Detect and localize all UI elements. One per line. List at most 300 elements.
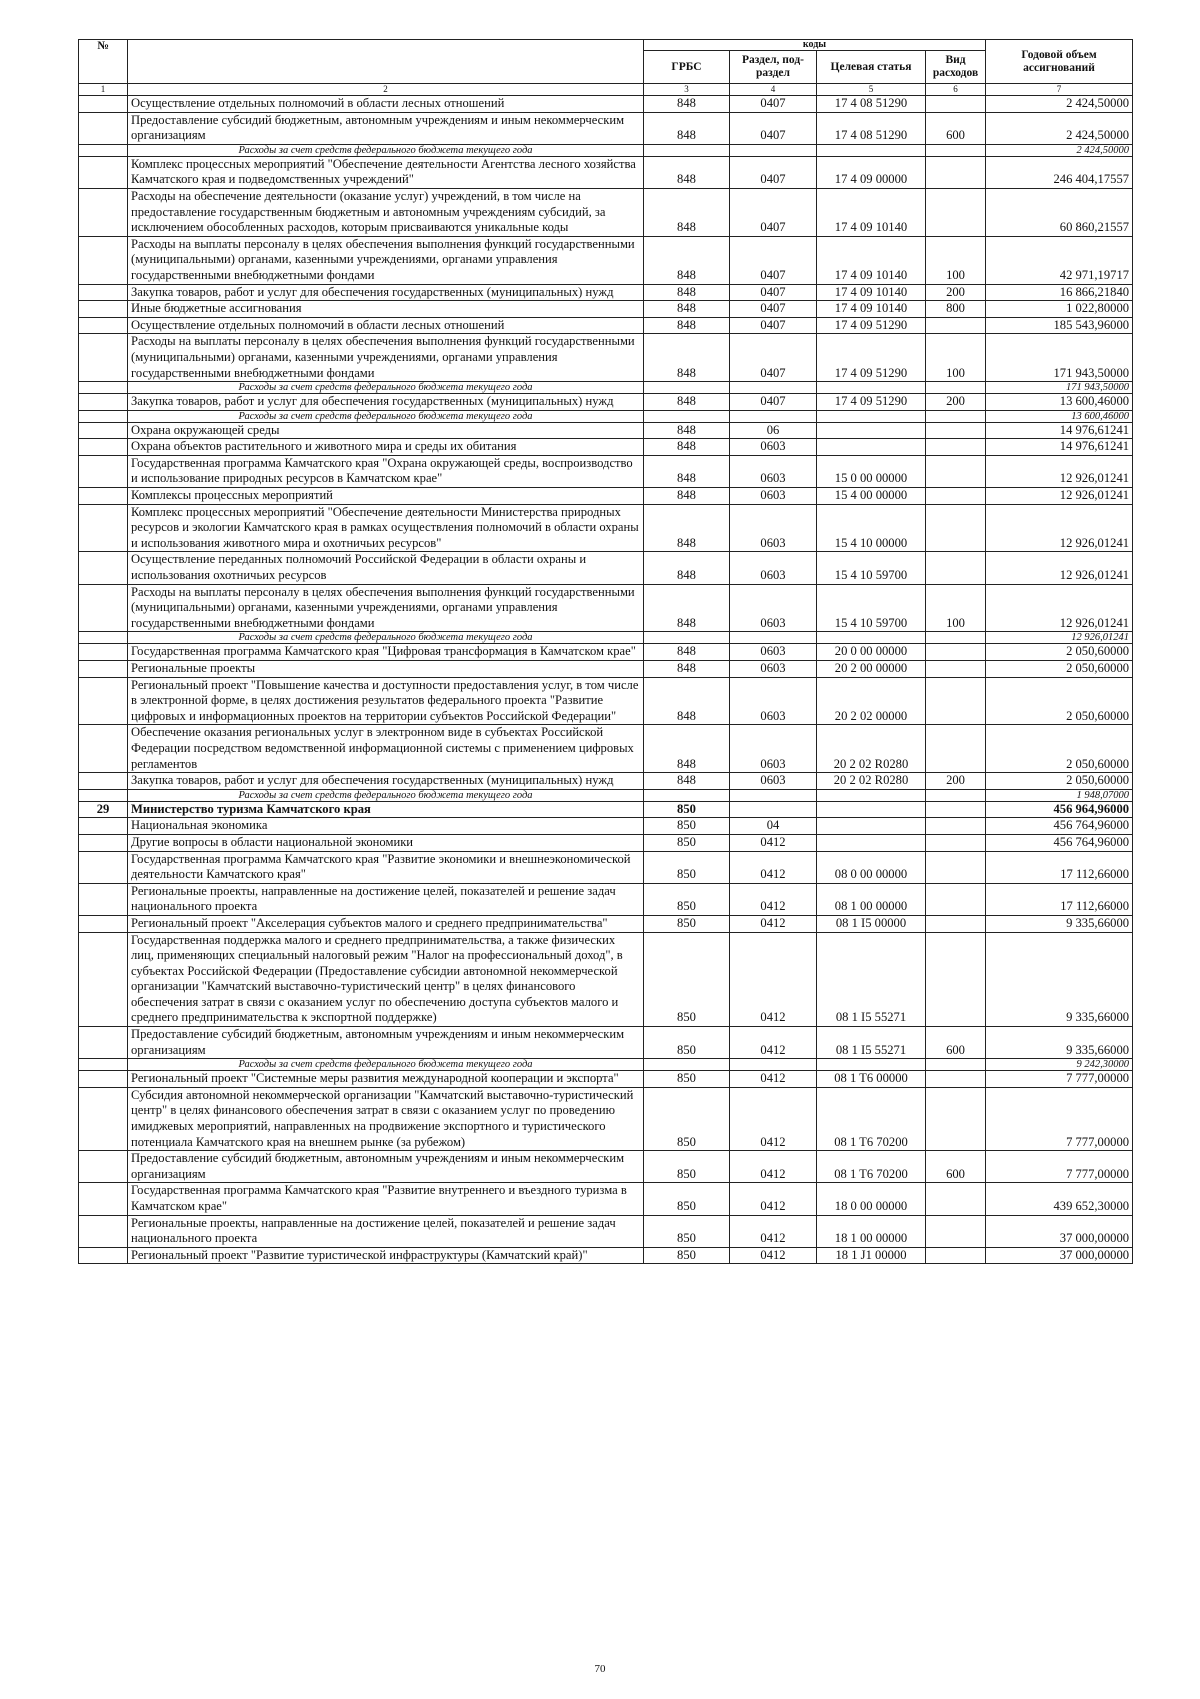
row-grbs: 850 [644, 883, 730, 915]
federal-amount: 171 943,50000 [986, 382, 1133, 394]
row-num [79, 156, 128, 188]
table-header [79, 40, 1133, 96]
row-amount: 9 335,66000 [986, 1027, 1133, 1059]
row-target: 20 2 00 00000 [817, 661, 926, 678]
empty-cell [644, 1059, 730, 1071]
row-target: 20 0 00 00000 [817, 644, 926, 661]
table-row [79, 1183, 1133, 1215]
empty-cell [730, 789, 817, 801]
row-target: 18 0 00 00000 [817, 1183, 926, 1215]
empty-cell [817, 410, 926, 422]
row-num [79, 1059, 128, 1071]
row-kind [926, 1071, 986, 1088]
row-name: Расходы на выплаты персоналу в целях обеспечения выполнения функций государственными (муниципальными) органами, казенными учреждениями, органами управления государственными внебюджетными фондами [128, 236, 644, 284]
table-row [79, 488, 1133, 505]
row-grbs: 848 [644, 725, 730, 773]
row-grbs: 850 [644, 818, 730, 835]
row-target: 08 1 00 00000 [817, 883, 926, 915]
row-num [79, 789, 128, 801]
row-section: 0412 [730, 1151, 817, 1183]
row-amount: 439 652,30000 [986, 1183, 1133, 1215]
row-kind: 800 [926, 301, 986, 318]
row-kind [926, 504, 986, 552]
row-section: 0603 [730, 725, 817, 773]
empty-cell [644, 382, 730, 394]
row-kind [926, 156, 986, 188]
row-kind [926, 439, 986, 456]
row-amount: 12 926,01241 [986, 504, 1133, 552]
row-num [79, 1247, 128, 1264]
table-row [79, 439, 1133, 456]
table-row [79, 317, 1133, 334]
row-target: 15 0 00 00000 [817, 455, 926, 487]
table-row [79, 834, 1133, 851]
row-num [79, 773, 128, 790]
empty-cell [817, 632, 926, 644]
row-num [79, 1087, 128, 1150]
row-grbs: 848 [644, 773, 730, 790]
row-kind: 200 [926, 284, 986, 301]
row-kind: 600 [926, 1027, 986, 1059]
colnum-6: 6 [926, 84, 986, 96]
row-kind [926, 552, 986, 584]
row-target: 08 1 I5 55271 [817, 1027, 926, 1059]
row-section: 0603 [730, 773, 817, 790]
row-kind [926, 801, 986, 818]
table-body [79, 96, 1133, 1264]
table-row [79, 301, 1133, 318]
header-amount: Годовой объем ассигнований [986, 40, 1133, 84]
federal-amount: 9 242,30000 [986, 1059, 1133, 1071]
row-kind: 200 [926, 394, 986, 411]
row-target [817, 801, 926, 818]
row-amount: 2 424,50000 [986, 96, 1133, 113]
row-amount: 16 866,21840 [986, 284, 1133, 301]
empty-cell [926, 1059, 986, 1071]
row-section: 0603 [730, 455, 817, 487]
row-amount: 7 777,00000 [986, 1151, 1133, 1183]
table-row [79, 1087, 1133, 1150]
table-row [79, 188, 1133, 236]
row-name: Обеспечение оказания региональных услуг в электронном виде в субъектах Российской Федерации посредством ведомственной информационной системы с применением цифровых регламентов [128, 725, 644, 773]
row-name: Расходы на обеспечение деятельности (оказание услуг) учреждений, в том числе на предоставление государственным бюджетным и автономным учреждениям субсидий, за исключением обособленных расходов, которым присваиваются уникальные коды [128, 188, 644, 236]
row-name: Охрана окружающей среды [128, 422, 644, 439]
row-num [79, 112, 128, 144]
row-kind [926, 818, 986, 835]
row-target: 17 4 09 10140 [817, 188, 926, 236]
table-row [79, 334, 1133, 382]
header-grbs: ГРБС [644, 51, 730, 84]
row-section: 0603 [730, 488, 817, 505]
federal-amount: 13 600,46000 [986, 410, 1133, 422]
row-name: Национальная экономика [128, 818, 644, 835]
row-section: 0412 [730, 883, 817, 915]
row-amount: 456 764,96000 [986, 834, 1133, 851]
table-row [79, 1027, 1133, 1059]
row-section: 0407 [730, 301, 817, 318]
budget-table-sheet [78, 39, 1132, 1264]
row-grbs: 848 [644, 439, 730, 456]
row-num [79, 584, 128, 632]
row-grbs: 848 [644, 236, 730, 284]
row-grbs: 848 [644, 334, 730, 382]
row-name: Министерство туризма Камчатского края [128, 801, 644, 818]
row-num [79, 851, 128, 883]
row-target: 17 4 08 51290 [817, 96, 926, 113]
header-codes: коды [644, 40, 986, 51]
empty-cell [817, 1059, 926, 1071]
row-name: Закупка товаров, работ и услуг для обеспечения государственных (муниципальных) нужд [128, 284, 644, 301]
row-num [79, 504, 128, 552]
row-num [79, 1183, 128, 1215]
row-amount: 14 976,61241 [986, 439, 1133, 456]
row-kind [926, 677, 986, 725]
row-num [79, 661, 128, 678]
empty-cell [644, 789, 730, 801]
table-row [79, 284, 1133, 301]
row-kind [926, 455, 986, 487]
table-row [79, 1247, 1133, 1264]
table-row [79, 236, 1133, 284]
row-section [730, 801, 817, 818]
row-amount: 37 000,00000 [986, 1247, 1133, 1264]
row-num [79, 552, 128, 584]
row-name: Осуществление отдельных полномочий в области лесных отношений [128, 96, 644, 113]
federal-budget-label: Расходы за счет средств федерального бюджета текущего года [128, 144, 644, 156]
row-amount: 14 976,61241 [986, 422, 1133, 439]
empty-cell [817, 789, 926, 801]
row-grbs: 850 [644, 932, 730, 1027]
row-section: 0412 [730, 851, 817, 883]
row-kind [926, 851, 986, 883]
budget-table [78, 39, 1133, 1264]
row-section: 0407 [730, 112, 817, 144]
row-name: Региональный проект "Системные меры развития международной кооперации и экспорта" [128, 1071, 644, 1088]
row-target: 15 4 00 00000 [817, 488, 926, 505]
header-name [128, 40, 644, 84]
empty-cell [730, 382, 817, 394]
empty-cell [926, 382, 986, 394]
federal-budget-row [79, 632, 1133, 644]
table-row [79, 394, 1133, 411]
row-amount: 42 971,19717 [986, 236, 1133, 284]
row-amount: 456 764,96000 [986, 818, 1133, 835]
row-num [79, 488, 128, 505]
row-grbs: 848 [644, 488, 730, 505]
colnum-1: 1 [79, 84, 128, 96]
row-num [79, 317, 128, 334]
row-grbs: 850 [644, 834, 730, 851]
table-row [79, 818, 1133, 835]
row-num [79, 677, 128, 725]
column-numbers-row [79, 84, 1133, 96]
row-amount: 17 112,66000 [986, 883, 1133, 915]
table-row [79, 644, 1133, 661]
row-num [79, 144, 128, 156]
row-section: 0412 [730, 834, 817, 851]
row-num [79, 1151, 128, 1183]
row-name: Региональный проект "Акселерация субъектов малого и среднего предпринимательства" [128, 915, 644, 932]
row-num [79, 455, 128, 487]
row-target: 17 4 09 51290 [817, 317, 926, 334]
colnum-5: 5 [817, 84, 926, 96]
row-amount: 9 335,66000 [986, 915, 1133, 932]
row-section: 0603 [730, 552, 817, 584]
colnum-7: 7 [986, 84, 1133, 96]
row-section: 06 [730, 422, 817, 439]
colnum-3: 3 [644, 84, 730, 96]
row-kind [926, 1215, 986, 1247]
row-target: 15 4 10 59700 [817, 552, 926, 584]
row-kind [926, 488, 986, 505]
row-amount: 12 926,01241 [986, 488, 1133, 505]
row-section: 0603 [730, 584, 817, 632]
table-row [79, 851, 1133, 883]
header-num: № [79, 40, 128, 84]
row-section: 0412 [730, 1247, 817, 1264]
row-target: 17 4 09 00000 [817, 156, 926, 188]
row-name: Иные бюджетные ассигнования [128, 301, 644, 318]
row-amount: 2 050,60000 [986, 773, 1133, 790]
row-kind [926, 644, 986, 661]
row-kind [926, 317, 986, 334]
row-name: Закупка товаров, работ и услуг для обеспечения государственных (муниципальных) нужд [128, 394, 644, 411]
federal-budget-label: Расходы за счет средств федерального бюджета текущего года [128, 382, 644, 394]
row-name: Государственная поддержка малого и среднего предпринимательства, а также физических лиц, применяющих специальный налоговый режим "Налог на профессиональный доход", в субъектах Российской Федерации (Предоставление субсидии автономной некоммерческой организации "Камчатский выставочно-туристический центр" в целях финансового обеспечения затрат в связи с оказанием услуг по обеспечению доступа субъектов малого и среднего предпринимательства к экспортной поддержке) [128, 932, 644, 1027]
row-name: Другие вопросы в области национальной экономики [128, 834, 644, 851]
row-target: 08 0 00 00000 [817, 851, 926, 883]
row-section: 04 [730, 818, 817, 835]
row-kind: 100 [926, 236, 986, 284]
row-kind [926, 932, 986, 1027]
row-target: 08 1 T6 00000 [817, 1071, 926, 1088]
federal-budget-label: Расходы за счет средств федерального бюджета текущего года [128, 410, 644, 422]
row-grbs: 850 [644, 1183, 730, 1215]
row-num [79, 1071, 128, 1088]
row-name: Комплекс процессных мероприятий "Обеспечение деятельности Министерства природных ресурсов и экологии Камчатского края в рамках осуществления полномочий в области охраны и использования животного мира и охотничьих ресурсов" [128, 504, 644, 552]
row-amount: 171 943,50000 [986, 334, 1133, 382]
row-grbs: 850 [644, 1247, 730, 1264]
row-grbs: 850 [644, 1027, 730, 1059]
row-section: 0407 [730, 188, 817, 236]
empty-cell [644, 410, 730, 422]
row-kind [926, 422, 986, 439]
row-target: 08 1 T6 70200 [817, 1087, 926, 1150]
row-num [79, 96, 128, 113]
row-target: 17 4 09 10140 [817, 301, 926, 318]
row-kind [926, 834, 986, 851]
colnum-4: 4 [730, 84, 817, 96]
table-row [79, 725, 1133, 773]
row-target: 17 4 09 10140 [817, 236, 926, 284]
row-grbs: 848 [644, 677, 730, 725]
row-grbs: 850 [644, 801, 730, 818]
empty-cell [926, 789, 986, 801]
federal-amount: 12 926,01241 [986, 632, 1133, 644]
table-row [79, 883, 1133, 915]
row-name: Закупка товаров, работ и услуг для обеспечения государственных (муниципальных) нужд [128, 773, 644, 790]
row-grbs: 848 [644, 317, 730, 334]
empty-cell [926, 144, 986, 156]
table-row [79, 455, 1133, 487]
row-num [79, 410, 128, 422]
row-kind: 100 [926, 584, 986, 632]
row-kind [926, 661, 986, 678]
table-row [79, 1215, 1133, 1247]
row-target [817, 834, 926, 851]
row-amount: 12 926,01241 [986, 584, 1133, 632]
row-num [79, 632, 128, 644]
empty-cell [730, 144, 817, 156]
row-num [79, 236, 128, 284]
row-name: Комплексы процессных мероприятий [128, 488, 644, 505]
row-target [817, 422, 926, 439]
row-amount: 2 050,60000 [986, 725, 1133, 773]
row-target [817, 439, 926, 456]
row-target: 08 1 I5 00000 [817, 915, 926, 932]
row-target: 17 4 09 51290 [817, 334, 926, 382]
row-amount: 12 926,01241 [986, 455, 1133, 487]
row-section: 0407 [730, 236, 817, 284]
row-name: Региональные проекты [128, 661, 644, 678]
row-grbs: 848 [644, 455, 730, 487]
row-section: 0407 [730, 394, 817, 411]
row-section: 0412 [730, 1215, 817, 1247]
row-kind [926, 96, 986, 113]
row-name: Охрана объектов растительного и животного мира и среды их обитания [128, 439, 644, 456]
row-num [79, 834, 128, 851]
row-section: 0603 [730, 661, 817, 678]
row-num [79, 382, 128, 394]
row-name: Осуществление переданных полномочий Российской Федерации в области охраны и использования охотничьих ресурсов [128, 552, 644, 584]
empty-cell [817, 382, 926, 394]
row-target: 08 1 I5 55271 [817, 932, 926, 1027]
row-num [79, 818, 128, 835]
row-section: 0407 [730, 284, 817, 301]
table-row [79, 96, 1133, 113]
row-grbs: 848 [644, 301, 730, 318]
federal-budget-row [79, 1059, 1133, 1071]
row-name: Государственная программа Камчатского края "Цифровая трансформация в Камчатском крае" [128, 644, 644, 661]
empty-cell [817, 144, 926, 156]
row-kind [926, 1183, 986, 1215]
row-num [79, 644, 128, 661]
row-num [79, 188, 128, 236]
row-section: 0412 [730, 915, 817, 932]
table-row [79, 584, 1133, 632]
row-grbs: 848 [644, 504, 730, 552]
row-target: 15 4 10 59700 [817, 584, 926, 632]
ministry-row [79, 801, 1133, 818]
row-name: Расходы на выплаты персоналу в целях обеспечения выполнения функций государственными (муниципальными) органами, казенными учреждениями, органами управления государственными внебюджетными фондами [128, 584, 644, 632]
row-grbs: 850 [644, 851, 730, 883]
row-kind: 600 [926, 112, 986, 144]
row-target: 18 1 00 00000 [817, 1215, 926, 1247]
row-section: 0603 [730, 504, 817, 552]
row-num [79, 394, 128, 411]
empty-cell [644, 632, 730, 644]
header-section: Раздел, под-раздел [730, 51, 817, 84]
row-num [79, 915, 128, 932]
row-target: 17 4 09 10140 [817, 284, 926, 301]
empty-cell [644, 144, 730, 156]
empty-cell [730, 1059, 817, 1071]
row-num [79, 1027, 128, 1059]
row-amount: 246 404,17557 [986, 156, 1133, 188]
federal-amount: 2 424,50000 [986, 144, 1133, 156]
row-kind [926, 725, 986, 773]
table-row [79, 1151, 1133, 1183]
row-amount: 1 022,80000 [986, 301, 1133, 318]
federal-budget-row [79, 144, 1133, 156]
row-amount: 2 050,60000 [986, 661, 1133, 678]
row-target: 15 4 10 00000 [817, 504, 926, 552]
federal-amount: 1 948,07000 [986, 789, 1133, 801]
row-section: 0412 [730, 932, 817, 1027]
row-grbs: 848 [644, 156, 730, 188]
row-name: Государственная программа Камчатского края "Развитие экономики и внешнеэкономической деятельности Камчатского края" [128, 851, 644, 883]
federal-budget-label: Расходы за счет средств федерального бюджета текущего года [128, 632, 644, 644]
row-kind [926, 1087, 986, 1150]
row-num: 29 [79, 801, 128, 818]
row-grbs: 848 [644, 284, 730, 301]
row-amount: 17 112,66000 [986, 851, 1133, 883]
row-name: Предоставление субсидий бюджетным, автономным учреждениям и иным некоммерческим организациям [128, 1027, 644, 1059]
row-kind: 600 [926, 1151, 986, 1183]
table-row [79, 552, 1133, 584]
row-target [817, 818, 926, 835]
federal-budget-row [79, 789, 1133, 801]
row-target: 20 2 02 00000 [817, 677, 926, 725]
row-target: 18 1 J1 00000 [817, 1247, 926, 1264]
row-amount: 60 860,21557 [986, 188, 1133, 236]
row-name: Осуществление отдельных полномочий в области лесных отношений [128, 317, 644, 334]
row-name: Региональные проекты, направленные на достижение целей, показателей и решение задач национального проекта [128, 883, 644, 915]
row-name: Региональные проекты, направленные на достижение целей, показателей и решение задач национального проекта [128, 1215, 644, 1247]
page-number: 70 [594, 1663, 606, 1675]
table-row [79, 677, 1133, 725]
row-num [79, 422, 128, 439]
row-amount: 185 543,96000 [986, 317, 1133, 334]
federal-budget-row [79, 382, 1133, 394]
row-grbs: 850 [644, 1087, 730, 1150]
row-grbs: 848 [644, 96, 730, 113]
row-target: 20 2 02 R0280 [817, 725, 926, 773]
table-row [79, 661, 1133, 678]
table-row [79, 915, 1133, 932]
row-target: 17 4 09 51290 [817, 394, 926, 411]
row-section: 0412 [730, 1027, 817, 1059]
row-section: 0407 [730, 156, 817, 188]
empty-cell [730, 410, 817, 422]
row-amount: 9 335,66000 [986, 932, 1133, 1027]
row-num [79, 439, 128, 456]
row-kind [926, 1247, 986, 1264]
row-target: 08 1 T6 70200 [817, 1151, 926, 1183]
row-grbs: 850 [644, 1151, 730, 1183]
row-grbs: 848 [644, 112, 730, 144]
row-section: 0603 [730, 439, 817, 456]
row-grbs: 850 [644, 915, 730, 932]
row-section: 0412 [730, 1087, 817, 1150]
row-name: Региональный проект "Повышение качества и доступности предоставления услуг, в том числе в электронной форме, в целях достижения результатов федерального проекта "Развитие цифровых и информационных проектов на территории субъектов Российской Федерации" [128, 677, 644, 725]
row-grbs: 848 [644, 422, 730, 439]
row-kind [926, 915, 986, 932]
row-kind [926, 188, 986, 236]
row-kind: 200 [926, 773, 986, 790]
row-amount: 37 000,00000 [986, 1215, 1133, 1247]
table-row [79, 773, 1133, 790]
